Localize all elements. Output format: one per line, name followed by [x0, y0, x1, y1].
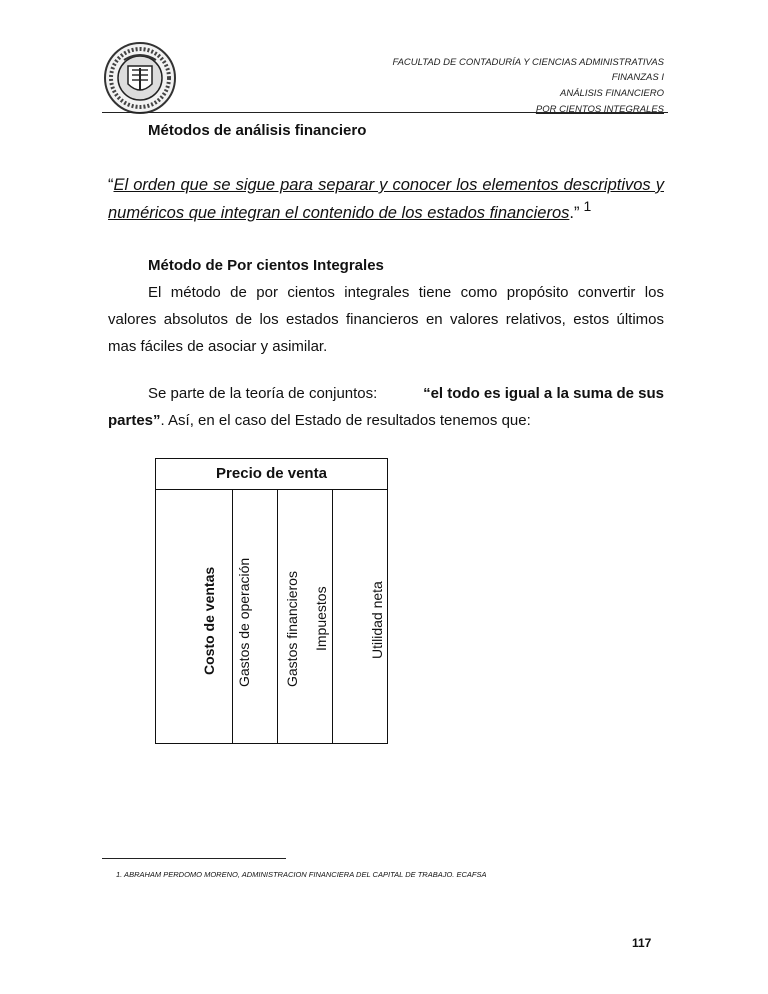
- set-theory-quote-1: “el todo es igual a la suma de sus: [423, 385, 664, 402]
- header-unit: ANÁLISIS FINANCIERO: [560, 88, 664, 99]
- quote-open-mark: “: [108, 176, 114, 194]
- header-course: FINANZAS I: [611, 72, 664, 83]
- paragraph-method-purpose: [108, 279, 664, 360]
- quote-text-2: numéricos que integran el contenido de los estados financieros: [108, 204, 570, 222]
- header-divider: [102, 112, 668, 113]
- paragraph-set-theory-line-1: [148, 380, 664, 407]
- footnote-reference: 1: [583, 198, 592, 214]
- diagram-col-costo-ventas: Costo de ventas: [201, 566, 217, 675]
- set-theory-intro: Se parte de la teoría de conjuntos:: [148, 385, 378, 402]
- set-theory-quote-2: partes”: [108, 412, 161, 429]
- diagram-divider-2: [277, 489, 278, 743]
- diagram-col-gastos-financieros: Gastos financieros: [284, 571, 300, 687]
- university-seal-logo: [102, 40, 178, 116]
- paragraph-method-purpose-text: El método de por cientos integrales tiene como propósito convertir los valores absolutos de los estados financieros en valores relativos, estos últimos mas fáciles de asociar y asimilar.: [108, 284, 664, 355]
- method-title: Método de Por cientos Integrales: [148, 257, 384, 274]
- header-faculty: FACULTAD DE CONTADURÍA Y CIENCIAS ADMINISTRATIVAS: [392, 57, 664, 68]
- diagram-title-sales-price: Precio de venta: [156, 459, 387, 490]
- quote-text-1: El orden que se sigue para separar y conocer los elementos descriptivos y: [113, 176, 664, 194]
- quote-close-mark: .”: [569, 204, 580, 222]
- paragraph-set-theory-line-2: [108, 407, 664, 434]
- diagram-col-utilidad-neta: Utilidad neta: [369, 581, 385, 659]
- quote-line-2: [108, 196, 591, 230]
- footnote-divider: [102, 858, 286, 859]
- section-title: Métodos de análisis financiero: [148, 122, 367, 139]
- income-statement-diagram: [155, 458, 388, 744]
- footnote-citation: 1. ABRAHAM PERDOMO MORENO, ADMINISTRACION FINANCIERA DEL CAPITAL DE TRABAJO. ECAFSA: [116, 870, 487, 879]
- diagram-divider-3: [332, 489, 333, 743]
- header-topic: POR CIENTOS INTEGRALES: [535, 104, 664, 115]
- page-number: 117: [632, 936, 652, 950]
- diagram-col-impuestos: Impuestos: [313, 586, 329, 651]
- diagram-divider-1: [232, 489, 233, 743]
- set-theory-rest: . Así, en el caso del Estado de resultados tenemos que:: [160, 412, 531, 429]
- diagram-col-gastos-operacion: Gastos de operación: [236, 557, 252, 687]
